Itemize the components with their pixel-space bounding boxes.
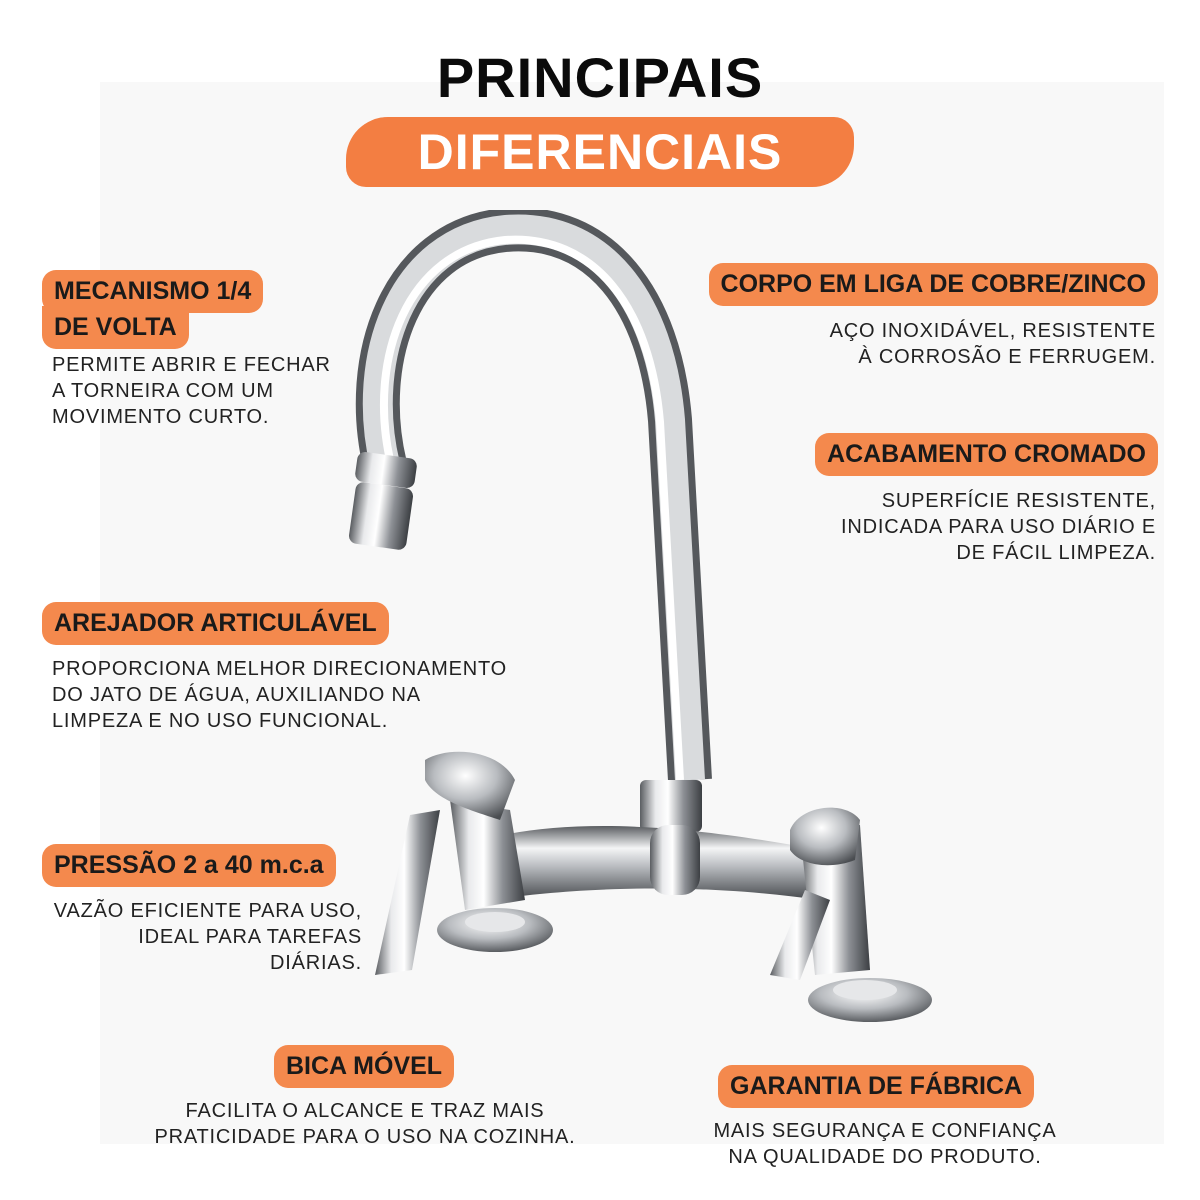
page-title: PRINCIPAIS	[436, 46, 764, 109]
feature-acabamento-label: ACABAMENTO CROMADO	[815, 433, 1158, 476]
feature-mecanismo-label-line2: DE VOLTA	[54, 313, 177, 341]
feature-garantia-label: GARANTIA DE FÁBRICA	[718, 1065, 1034, 1108]
feature-acabamento-desc: SUPERFÍCIE RESISTENTE, INDICADA PARA USO DIÁRIO E DE FÁCIL LIMPEZA.	[841, 490, 1156, 564]
feature-mecanismo-desc: PERMITE ABRIR E FECHAR A TORNEIRA COM UM MOVIMENTO CURTO.	[52, 354, 331, 428]
feature-bica-desc: FACILITA O ALCANCE E TRAZ MAIS PRATICIDADE PARA O USO NA COZINHA.	[154, 1100, 576, 1148]
feature-bica-label: BICA MÓVEL	[274, 1045, 454, 1088]
feature-arejador-desc: PROPORCIONA MELHOR DIRECIONAMENTO DO JATO DE ÁGUA, AUXILIANDO NA LIMPEZA E NO USO FUNCIONAL.	[52, 658, 507, 732]
feature-corpo-desc: AÇO INOXIDÁVEL, RESISTENTE À CORROSÃO E FERRUGEM.	[829, 320, 1156, 368]
title-banner-text: DIFERENCIAIS	[417, 124, 783, 180]
feature-mecanismo-label-line1: MECANISMO 1/4	[54, 277, 252, 305]
feature-mecanismo-label-bottom	[42, 306, 189, 349]
feature-corpo-label: CORPO EM LIGA DE COBRE/ZINCO	[709, 263, 1158, 306]
feature-pressao-label: PRESSÃO 2 a 40 m.c.a	[42, 844, 336, 887]
feature-arejador-label: AREJADOR ARTICULÁVEL	[42, 602, 389, 645]
title-banner	[346, 117, 854, 187]
feature-garantia-desc: MAIS SEGURANÇA E CONFIANÇA NA QUALIDADE DO PRODUTO.	[713, 1120, 1057, 1168]
feature-pressao-desc: VAZÃO EFICIENTE PARA USO, IDEAL PARA TAREFAS DIÁRIAS.	[53, 900, 362, 974]
